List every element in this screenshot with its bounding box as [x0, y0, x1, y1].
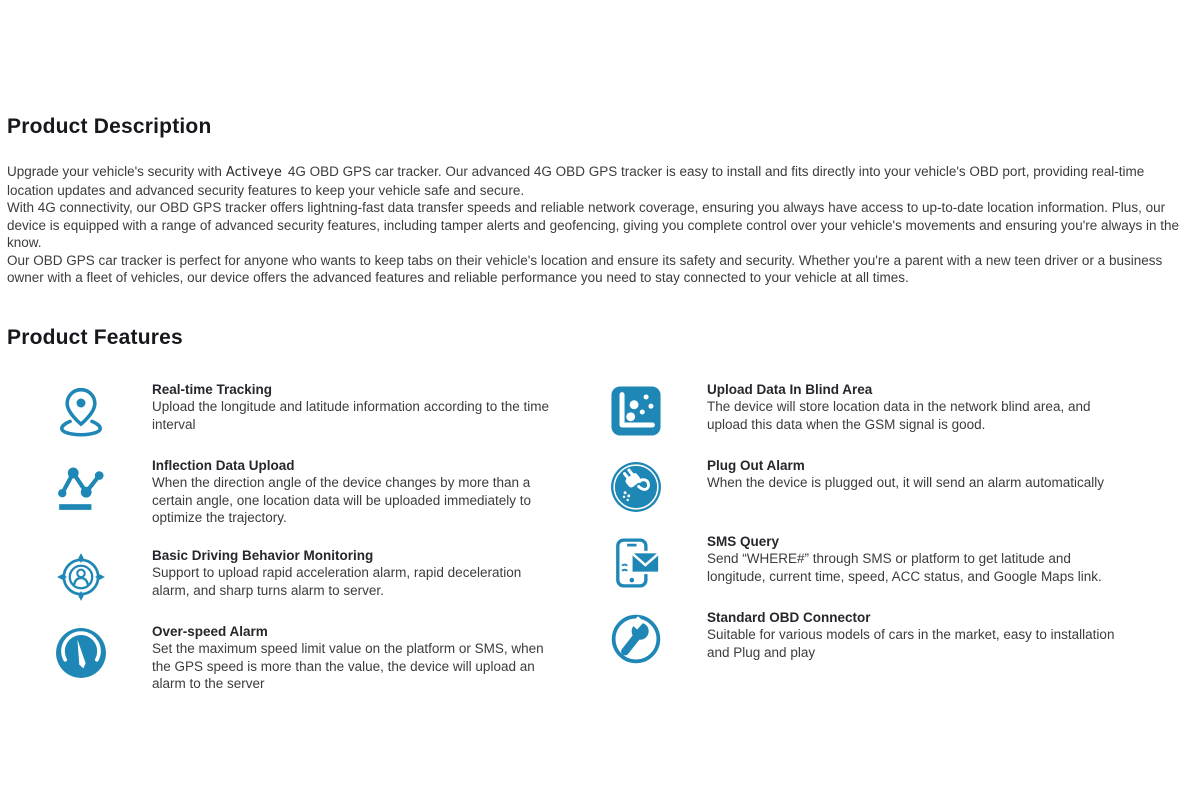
- feature-standard-obd-connector: [610, 609, 1155, 665]
- location-pin-icon: [55, 385, 107, 437]
- speedometer-icon: [55, 627, 107, 679]
- feature-inflection-data-upload: [55, 457, 610, 527]
- description-paragraph-2: With 4G connectivity, our OBD GPS tracker offers lightning-fast data transfer speeds and reliable network coverage, ensuring you always have access to up-to-date location information. Plus, our device is equipped with a range of advanced security features, including tamper alerts and geofencing, giving you complete control over your vehicle's movements and ensuring you're always in the know.: [7, 200, 1180, 250]
- product-features-heading: Product Features: [7, 325, 183, 349]
- feature-description: Support to upload rapid acceleration alarm, rapid deceleration alarm, and sharp turns alarm to server.: [152, 565, 522, 598]
- feature-plug-out-alarm: [610, 457, 1155, 513]
- feature-realtime-tracking: [55, 381, 610, 437]
- phone-sms-icon: [610, 537, 662, 589]
- feature-title: Upload Data In Blind Area: [707, 381, 873, 397]
- feature-text: [152, 381, 560, 434]
- paragraph-1-suffix: 4G OBD GPS car tracker. Our advanced 4G OBD GPS tracker is easy to install and fits directly into your vehicle's OBD port, providing real-time location updates and advanced security features to keep your vehicle safe and secure.: [7, 164, 1145, 198]
- features-left-column: [55, 381, 610, 713]
- feature-description: When the device is plugged out, it will send an alarm automatically: [707, 475, 1104, 490]
- feature-description: Set the maximum speed limit value on the platform or SMS, when the GPS speed is more than the value, the device will upload an alarm to the server: [152, 641, 544, 691]
- feature-description: When the direction angle of the device changes by more than a certain angle, one location data will be uploaded immediately to optimize the trajectory.: [152, 475, 531, 525]
- feature-text: [707, 533, 1115, 586]
- feature-title: Plug Out Alarm: [707, 457, 805, 473]
- feature-title: Standard OBD Connector: [707, 609, 871, 625]
- feature-sms-query: [610, 533, 1155, 589]
- scatter-chart-icon: [610, 385, 662, 437]
- plug-icon: [610, 461, 662, 513]
- feature-over-speed-alarm: [55, 623, 610, 693]
- feature-description: The device will store location data in the network blind area, and upload this data when the GSM signal is good.: [707, 399, 1091, 432]
- feature-text: [707, 457, 1115, 492]
- description-paragraph-3: Our OBD GPS car tracker is perfect for anyone who wants to keep tabs on their vehicle's location and ensure its safety and security. Whether you're a parent with a new teen driver or a business owner with a fleet of vehicles, our device offers the advanced features and reliable performance you need to stay connected to your vehicle at all times.: [7, 252, 1163, 285]
- driving-behavior-icon: [55, 551, 107, 603]
- paragraph-1-prefix: Upgrade your vehicle's security with: [7, 164, 222, 179]
- features-grid: [55, 381, 1193, 713]
- feature-title: Inflection Data Upload: [152, 457, 295, 473]
- feature-title: Real-time Tracking: [152, 381, 273, 397]
- wrench-icon: [610, 613, 662, 665]
- inflection-route-icon: [55, 461, 107, 513]
- brand-name: Activeye: [225, 165, 282, 180]
- feature-driving-behavior-monitoring: [55, 547, 610, 603]
- description-paragraph-1: [7, 163, 1193, 199]
- feature-text: [152, 457, 560, 527]
- feature-text: [707, 609, 1115, 662]
- feature-description: Suitable for various models of cars in the market, easy to installation and Plug and play: [707, 627, 1115, 660]
- feature-title: Basic Driving Behavior Monitoring: [152, 547, 374, 563]
- product-description-heading: Product Description: [7, 115, 212, 138]
- feature-description: Send “WHERE#” through SMS or platform to get latitude and longitude, current time, speed, ACC status, and Google Maps link.: [707, 551, 1102, 584]
- feature-upload-data-blind-area: [610, 381, 1155, 437]
- feature-text: [707, 381, 1115, 434]
- feature-title: SMS Query: [707, 533, 780, 549]
- feature-text: [152, 547, 560, 600]
- feature-title: Over-speed Alarm: [152, 623, 268, 639]
- product-description-text: [7, 163, 1193, 287]
- features-right-column: [610, 381, 1155, 713]
- page-content: [0, 115, 1200, 713]
- feature-description: Upload the longitude and latitude information according to the time interval: [152, 399, 550, 432]
- feature-text: [152, 623, 560, 693]
